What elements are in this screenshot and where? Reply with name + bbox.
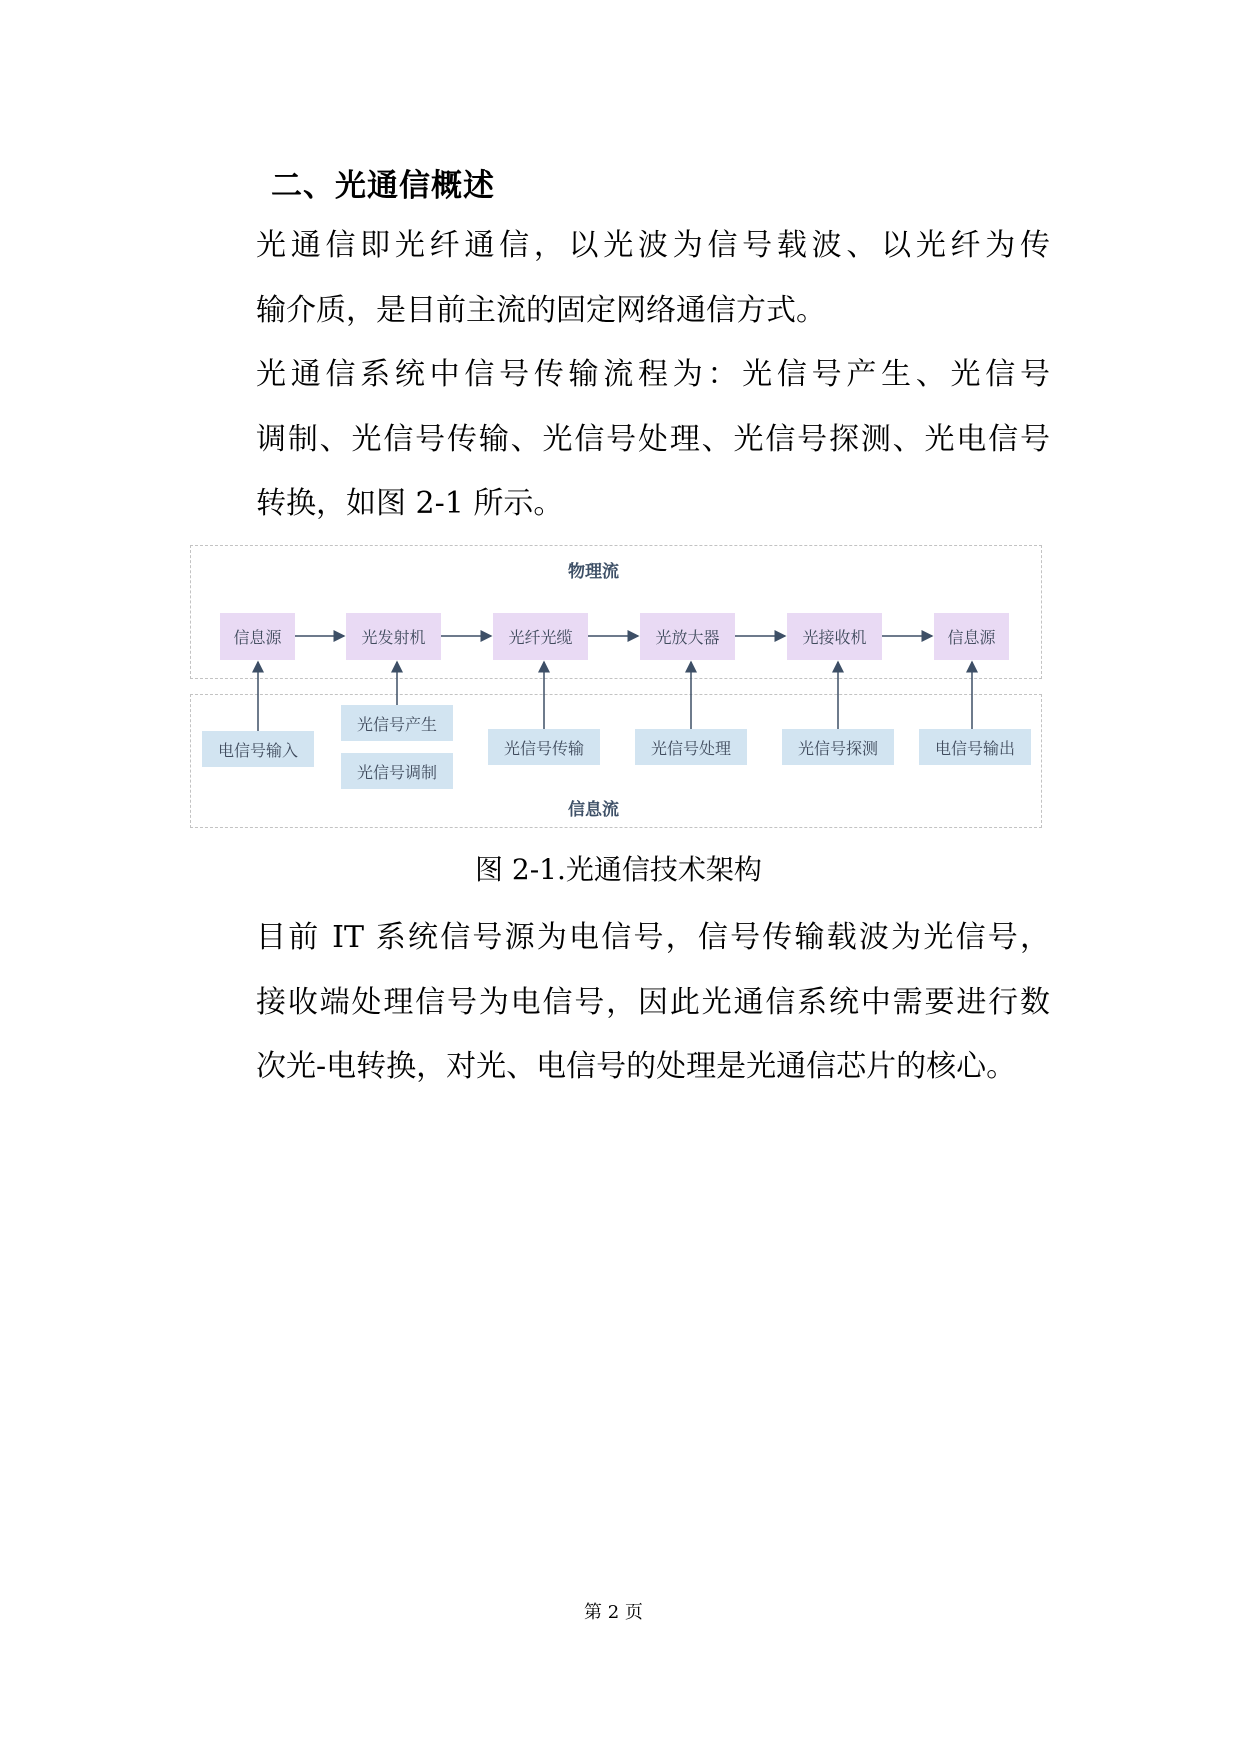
paragraph-line: 光通信系统中信号传输流程为：光信号产生、光信号 bbox=[256, 357, 1050, 392]
paragraph-line: 次光-电转换，对光、电信号的处理是光通信芯片的核心。 bbox=[256, 1049, 1017, 1084]
figure-caption: 图 2-1.光通信技术架构 bbox=[475, 853, 762, 886]
node-optical-transmitter: 光发射机 bbox=[346, 613, 441, 660]
paragraph-line: 光通信即光纤通信，以光波为信号载波、以光纤为传 bbox=[256, 228, 1050, 263]
physical-flow-label: 物理流 bbox=[568, 562, 619, 582]
page-number: 第 2 页 bbox=[584, 1602, 643, 1623]
section-heading: 二、光通信概述 bbox=[271, 168, 495, 204]
paragraph-conversion bbox=[190, 906, 1050, 1100]
architecture-diagram bbox=[190, 545, 1042, 831]
node-info-source: 信息源 bbox=[220, 613, 295, 660]
node-light-processing: 光信号处理 bbox=[635, 729, 747, 765]
node-light-generation: 光信号产生 bbox=[341, 705, 453, 741]
node-optical-cable: 光纤光缆 bbox=[493, 613, 588, 660]
node-electrical-input: 电信号输入 bbox=[202, 731, 314, 767]
paragraph-line: 目前 IT 系统信号源为电信号，信号传输载波为光信号， bbox=[256, 920, 1050, 955]
node-optical-amplifier: 光放大器 bbox=[640, 613, 735, 660]
node-electrical-output: 电信号输出 bbox=[919, 729, 1031, 765]
node-optical-receiver: 光接收机 bbox=[787, 613, 882, 660]
node-info-destination: 信息源 bbox=[934, 613, 1009, 660]
node-light-modulation: 光信号调制 bbox=[341, 753, 453, 789]
paragraph-flow bbox=[190, 343, 1050, 537]
paragraph-line: 调制、光信号传输、光信号处理、光信号探测、光电信号 bbox=[256, 421, 1050, 457]
diagram-arrows bbox=[190, 545, 1042, 831]
paragraph-intro bbox=[190, 214, 1050, 343]
paragraph-line: 接收端处理信号为电信号，因此光通信系统中需要进行数 bbox=[256, 984, 1050, 1020]
paragraph-line: 输介质，是目前主流的固定网络通信方式。 bbox=[256, 292, 826, 328]
node-light-detection: 光信号探测 bbox=[782, 729, 894, 765]
node-light-transmission: 光信号传输 bbox=[488, 729, 600, 765]
paragraph-line: 转换，如图 2-1 所示。 bbox=[256, 486, 564, 521]
info-flow-label: 信息流 bbox=[568, 800, 619, 820]
